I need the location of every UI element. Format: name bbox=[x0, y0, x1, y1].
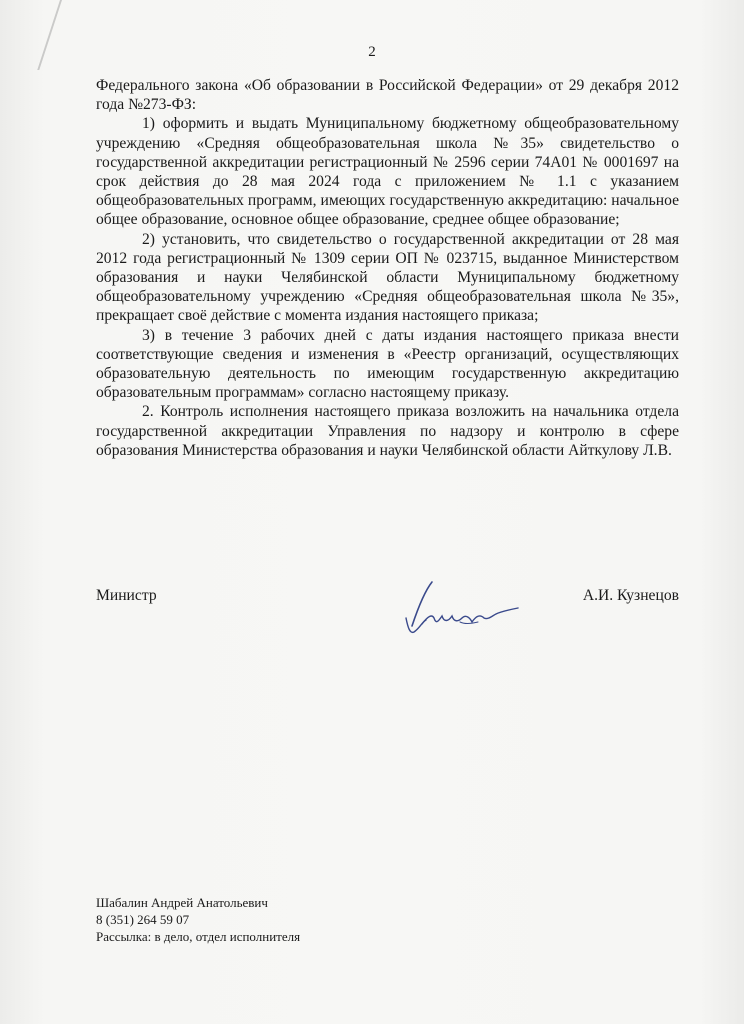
paragraph-law-reference: Федерального закона «Об образовании в Российской Федерации» от 29 декабря 2012 года №273-ФЗ: bbox=[96, 77, 679, 114]
executor-name: Шабалин Андрей Анатольевич bbox=[96, 895, 268, 910]
order-body bbox=[96, 76, 679, 460]
paragraph-control: 2. Контроль исполнения настоящего приказа возложить на начальника отдела государственной аккредитации Управления по надзору и контролю в сфере образования Министерства образования и науки Челябинской области Айткулову Л.В. bbox=[96, 403, 679, 459]
distribution-list: Рассылка: в дело, отдел исполнителя bbox=[96, 929, 301, 944]
executor-phone: 8 (351) 264 59 07 bbox=[96, 912, 190, 927]
paragraph-item-3: 3) в течение 3 рабочих дней с даты издания настоящего приказа внести соответствующие сведения и изменения в «Реестр организаций, осуществляющих образовательную деятельность по имеющим государственную аккредитацию образовательным программам» согласно настоящему приказу. bbox=[96, 326, 679, 402]
signer-name: А.И. Кузнецов bbox=[582, 587, 679, 604]
page-number: 2 bbox=[368, 44, 376, 60]
signer-position: Министр bbox=[96, 587, 157, 604]
paragraph-item-1: 1) оформить и выдать Муниципальному бюджетному общеобразовательному учреждению «Средняя общеобразовательная школа №35» свидетельство о государственной аккредитации регистрационный № 2596 серии 74А01 № 0001697 на срок действия до 28 мая 2024 года с приложением № 1.1 с указанием общеобразовательных программ, имеющих государственную аккредитацию: начальное общее образование, основное общее образование, среднее общее образование; bbox=[96, 115, 679, 229]
handwritten-signature bbox=[400, 578, 530, 638]
executor-block bbox=[96, 894, 300, 945]
paragraph-item-2: 2) установить, что свидетельство о государственной аккредитации от 28 мая 2012 года регистрационный № 1309 серии ОП № 023715, выданное Министерством образования и науки Челябинской области Муниципальному бюджетному общеобразовательному учреждению «Средняя общеобразовательная школа №35», прекращает своё действие с момента издания настоящего приказа; bbox=[96, 230, 679, 325]
